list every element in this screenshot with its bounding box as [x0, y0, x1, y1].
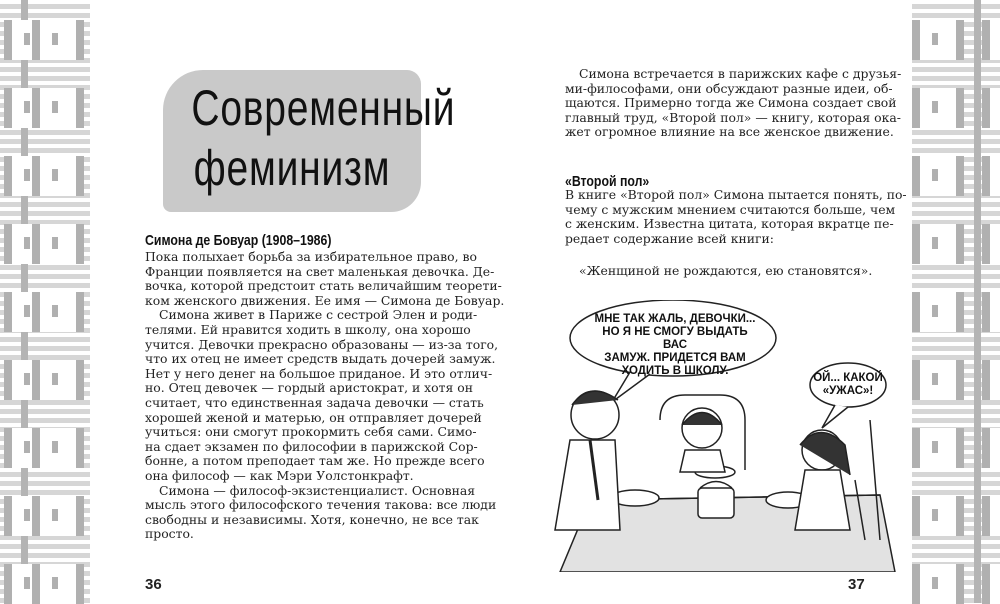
text-line: жет огромное влияние на все женское движение. — [565, 124, 894, 140]
father-speech — [590, 313, 760, 378]
text-line: Симона — философ-экзистенциалист. Основная — [159, 482, 476, 498]
text-line: учится. Девочки прекрасно образованы — из-за того, — [145, 336, 499, 352]
text-line: Симона живет в Париже с сестрой Элен и роди- — [159, 307, 478, 323]
speech-line: ЗАМУЖ. ПРИДЕТСЯ ВАМ — [604, 352, 746, 364]
page-number-right: 37 — [848, 576, 865, 593]
speech-line: МНЕ ТАК ЖАЛЬ, ДЕВОЧКИ... — [594, 313, 756, 325]
text-line: Пока полыхает борьба за избирательное право, во — [145, 249, 477, 264]
border-pattern-tile — [912, 224, 964, 264]
text-line: В книге «Второй пол» Симона пытается понять, по- — [565, 187, 907, 202]
border-pattern-tile — [912, 88, 964, 128]
border-pattern-tile — [912, 564, 964, 604]
text-line: что их отец не имеет средств выдать дочерей замуж. — [145, 351, 496, 367]
title-line: феминизм — [193, 140, 391, 196]
pot — [698, 488, 734, 518]
text-line: но. Отец девочек — гордый аристократ, и хотя он — [145, 380, 473, 396]
text-line: чему с мужским мнением считаются больше, чем — [565, 201, 896, 217]
border-pattern-tile — [982, 428, 1000, 468]
border-pattern-tile — [912, 428, 964, 468]
border-pattern-tile — [982, 156, 1000, 196]
speech-line: ОЙ... КАКОЙ — [813, 372, 883, 384]
text-line: мысль этого философского течения такова: все люди — [145, 497, 497, 513]
border-pattern-tile — [982, 564, 1000, 604]
text-line: ми-философами, они обсуждают разные идеи, об- — [565, 80, 893, 96]
border-pattern-tile — [32, 360, 84, 400]
border-pattern-tile — [982, 20, 1000, 60]
text-line: щаются. Примерно тогда же Симона создает свой — [565, 95, 897, 111]
decorative-border-right — [912, 0, 1000, 603]
text-line: она философ — как Мэри Уолстонкрафт. — [145, 467, 414, 483]
text-line: бонне, а потом преподает там же. Но прежде всего — [145, 453, 485, 469]
border-pattern-tile — [32, 496, 84, 536]
border-pattern-tile — [32, 564, 84, 604]
text-line: телями. Ей нравится ходить в школу, она хорошо — [145, 321, 471, 337]
speech-line: «УЖАС»! — [822, 385, 874, 397]
border-pattern-tile — [32, 88, 84, 128]
girl-speech — [812, 372, 884, 398]
border-pattern-tile — [32, 292, 84, 332]
border-pattern-tile — [982, 292, 1000, 332]
text-line: редает содержание всей книги: — [565, 230, 774, 246]
illustration-family-dinner — [550, 300, 900, 572]
border-pattern-tile — [32, 156, 84, 196]
border-pattern-tile — [912, 360, 964, 400]
border-bar — [974, 0, 981, 603]
text-line: вочка, которой предстоит стать величайшим теорети- — [145, 278, 502, 294]
border-pattern-tile — [912, 20, 964, 60]
border-pattern-tile — [982, 360, 1000, 400]
text-line: учиться: они смогут прокормить себя сами. Симо- — [145, 424, 477, 440]
border-pattern-tile — [912, 292, 964, 332]
right-body-text-bottom — [565, 187, 907, 246]
border-pattern-tile — [32, 20, 84, 60]
title-line: Современный — [191, 80, 456, 136]
text-line: на сдает экзамен по философии в парижской Сор- — [145, 438, 478, 454]
border-pattern-tile — [982, 88, 1000, 128]
border-pattern-tile — [982, 496, 1000, 536]
text-line: считает, что единственная задача девочки — стать — [145, 394, 484, 410]
right-body-text-top — [565, 66, 902, 140]
border-pattern-tile — [32, 224, 84, 264]
border-pattern-tile — [912, 156, 964, 196]
section-heading: Симона де Бовуар (1908–1986) — [145, 232, 332, 249]
text-line: ком женского движения. Ее имя — Симона де Бовуар. — [145, 292, 505, 308]
border-pattern-tile — [32, 428, 84, 468]
text-line: хорошей женой и матерью, он отправляет дочерей — [145, 409, 482, 425]
speech-line: НО Я НЕ СМОГУ ВЫДАТЬ ВАС — [602, 326, 748, 351]
page-number-left: 36 — [145, 576, 162, 593]
decorative-border-left — [0, 0, 90, 603]
text-line: главный труд, «Второй пол» — книгу, которая ока- — [565, 109, 901, 125]
text-line: Нет у него денег на большое приданое. И это отлич- — [145, 365, 493, 381]
text-line: Симона встречается в парижских кафе с друзья- — [579, 66, 902, 81]
border-pattern-tile — [982, 224, 1000, 264]
border-pattern-tile — [912, 496, 964, 536]
text-line: с женским. Известна цитата, которая вкратце пе- — [565, 216, 894, 232]
quote: «Женщиной не рождаются, ею становятся». — [579, 263, 873, 278]
text-line: Франции появляется на свет маленькая девочка. Де- — [145, 263, 495, 279]
chapter-title — [191, 78, 456, 198]
speech-line: ХОДИТЬ В ШКОЛУ. — [621, 365, 729, 377]
text-line: просто. — [145, 526, 194, 542]
section-subheading: «Второй пол» — [565, 173, 650, 190]
left-body-text — [145, 249, 505, 542]
text-line: свободны и независимы. Хотя, конечно, не все так — [145, 511, 479, 527]
